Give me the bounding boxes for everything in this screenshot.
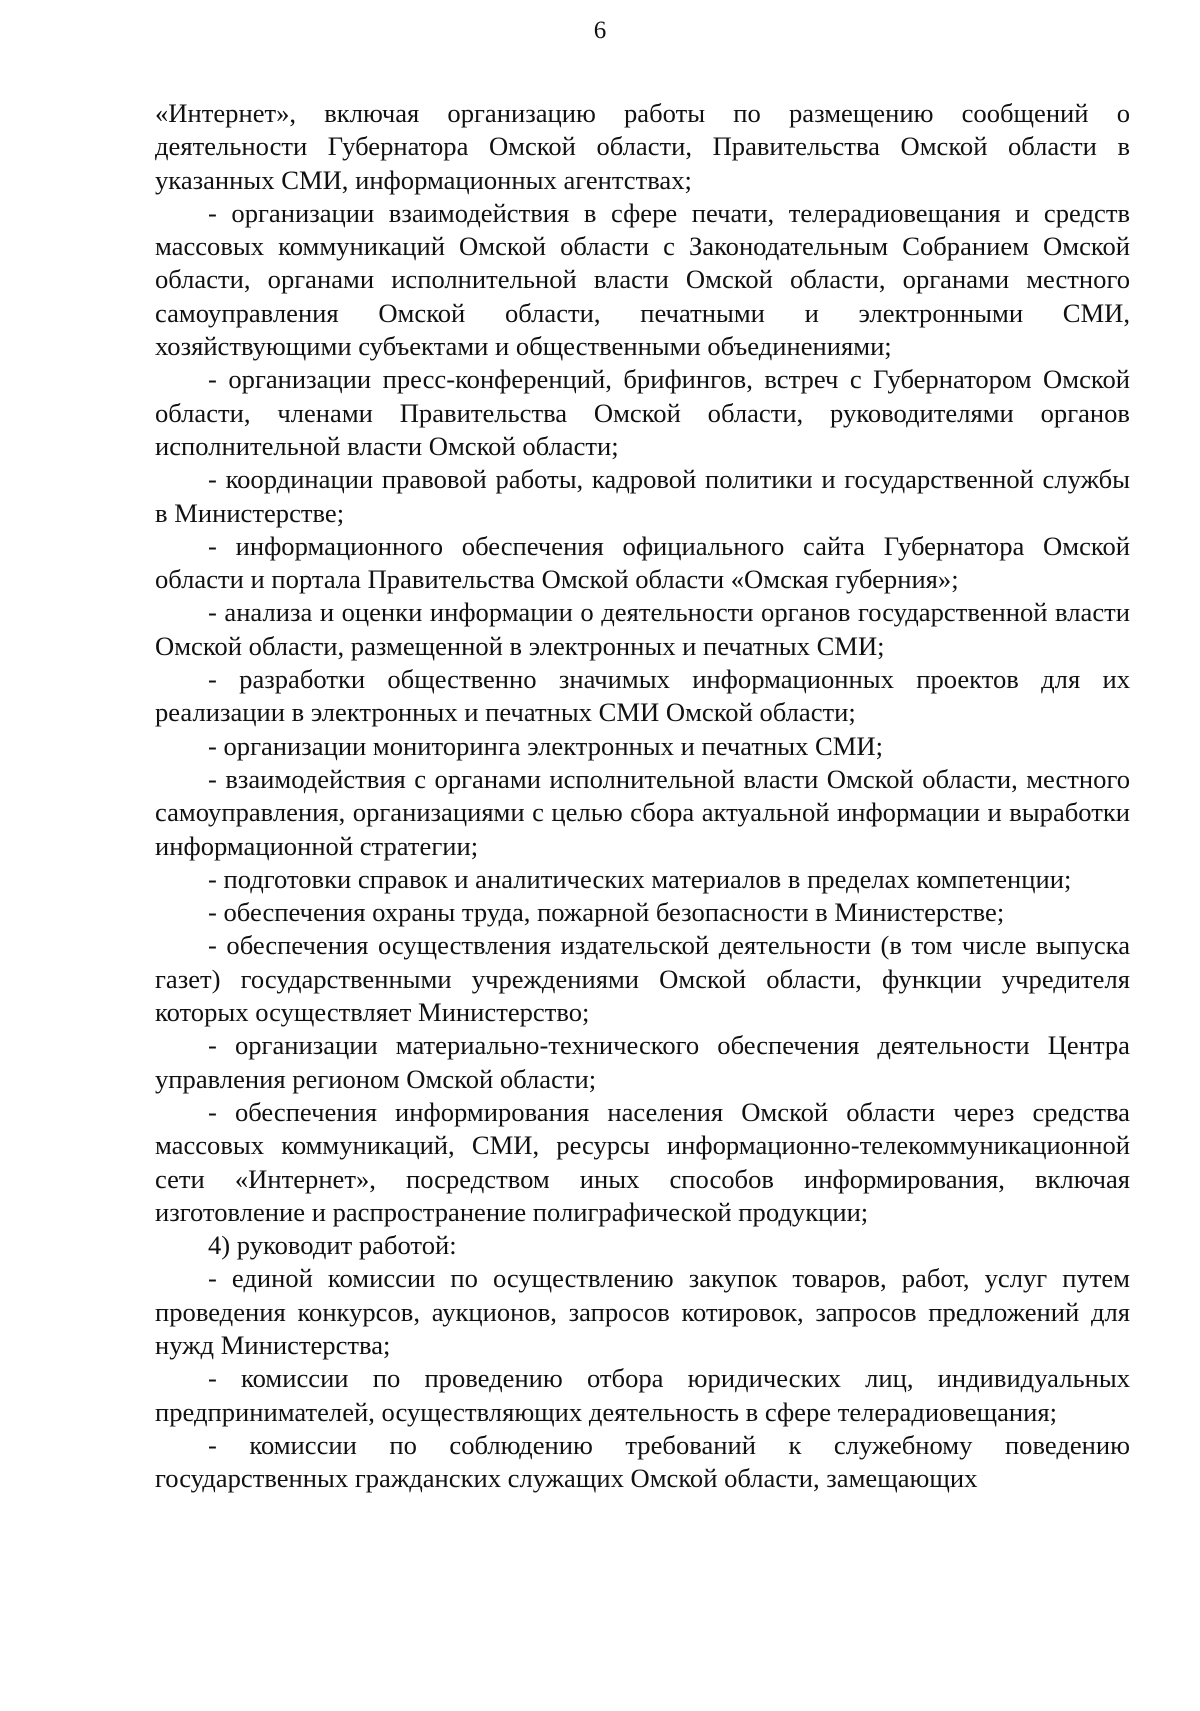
list-heading: 4) руководит работой: [208, 1230, 457, 1261]
document-body [155, 97, 1130, 1495]
paragraph: - организации пресс-конференций, брифингов, встреч с Губернатором Омской области, членами Правительства Омской области, руководителями органов исполнительной власти Омской области; [155, 364, 1130, 461]
paragraph: - организации мониторинга электронных и печатных СМИ; [208, 730, 883, 761]
paragraph: - анализа и оценки информации о деятельности органов государственной власти Омской области, размещенной в электронных и печатных СМИ; [155, 597, 1130, 661]
paragraph: - единой комиссии по осуществлению закупок товаров, работ, услуг путем проведения конкурсов, аукционов, запросов котировок, запросов предложений для нужд Министерства; [155, 1263, 1130, 1360]
paragraph: - комиссии по проведению отбора юридических лиц, индивидуальных предпринимателей, осуществляющих деятельность в сфере телерадиовещания; [155, 1363, 1130, 1427]
paragraph: - организации материально-технического обеспечения деятельности Центра управления регионом Омской области; [155, 1030, 1130, 1094]
paragraph: - обеспечения информирования населения Омской области через средства массовых коммуникаций, СМИ, ресурсы информационно-телекоммуникационной сети «Интернет», посредством иных способов информирования, включая изготовление и распространение полиграфической продукции; [155, 1096, 1130, 1227]
paragraph: - взаимодействия с органами исполнительной власти Омской области, местного самоуправления, организациями с целью сбора актуальной информации и выработки информационной стратегии; [155, 763, 1130, 861]
paragraph: «Интернет», включая организацию работы по размещению сообщений о деятельности Губернатора Омской области, Правительства Омской области в указанных СМИ, информационных агентствах; [155, 98, 1130, 195]
page-number: 6 [593, 17, 607, 44]
paragraph: - комиссии по соблюдению требований к служебному поведению государственных гражданских служащих Омской области, замещающих [155, 1429, 1130, 1494]
paragraph: - координации правовой работы, кадровой политики и государственной службы в Министерстве; [155, 464, 1130, 528]
paragraph: - подготовки справок и аналитических материалов в пределах компетенции; [208, 863, 1072, 894]
paragraph: - организации взаимодействия в сфере печати, телерадиовещания и средств массовых коммуникаций Омской области с Законодательным Собранием Омской области, органами исполнительной власти Омской области, органами местного самоуправления Омской области, печатными и электронными СМИ, хозяйствующими субъектами и общественными объединениями; [155, 197, 1130, 362]
paragraph: - обеспечения охраны труда, пожарной безопасности в Министерстве; [208, 897, 1005, 928]
paragraph: - информационного обеспечения официального сайта Губернатора Омской области и портала Правительства Омской области «Омская губерния»; [155, 530, 1130, 595]
paragraph: - разработки общественно значимых информационных проектов для их реализации в электронных и печатных СМИ Омской области; [155, 664, 1130, 728]
paragraph: - обеспечения осуществления издательской деятельности (в том числе выпуска газет) государственными учреждениями Омской области, функции учредителя которых осуществляет Министерство; [155, 930, 1130, 1028]
